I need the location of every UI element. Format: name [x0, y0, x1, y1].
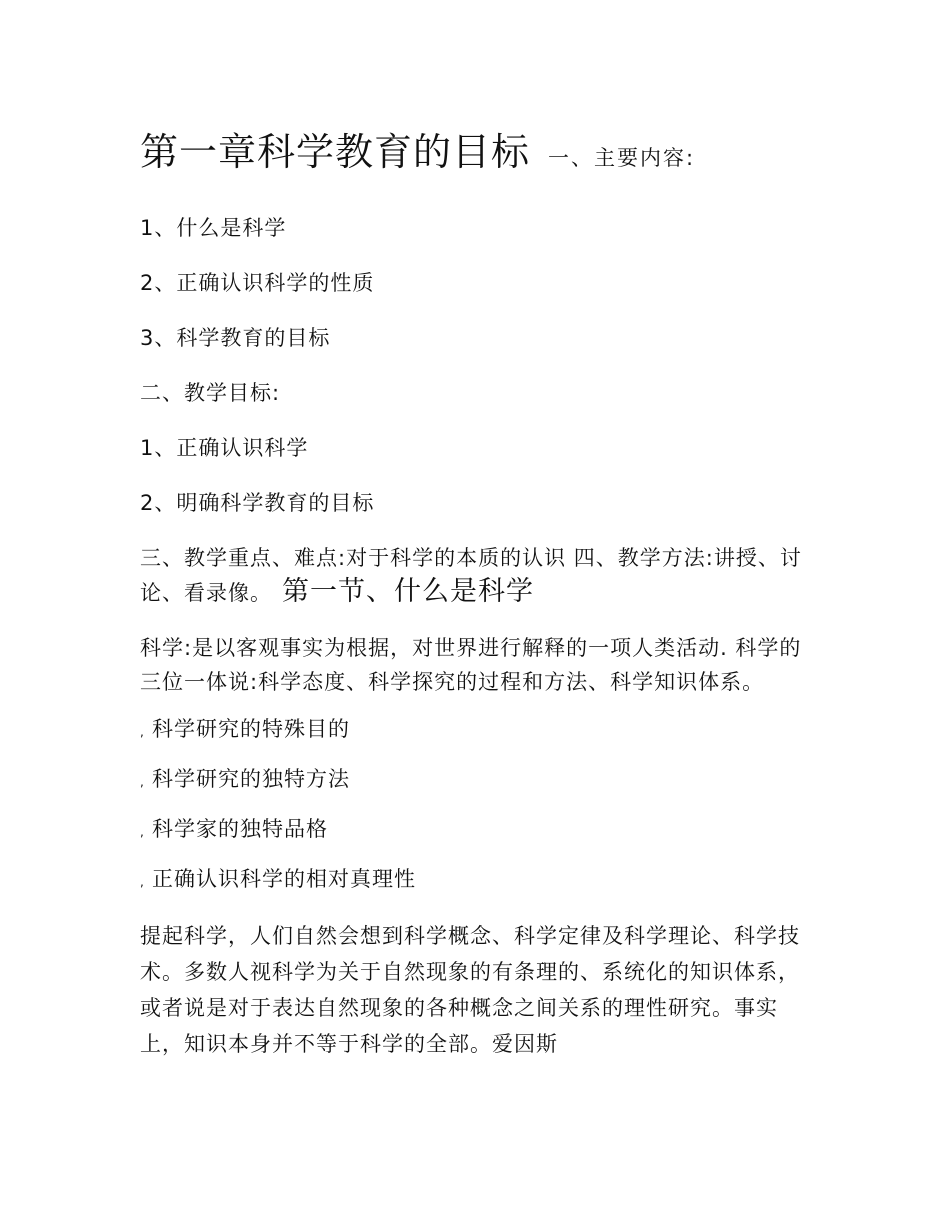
bullet-item-1 [140, 712, 820, 749]
bullet-text: 正确认识科学的相对真理性 [152, 867, 416, 891]
goal-item-2: 2、明确科学教育的目标 [140, 491, 375, 515]
content-item-2: 2、正确认识科学的性质 [140, 271, 375, 295]
body-paragraph: 提起科学，人们自然会想到科学概念、科学定律及科学理论、科学技术。多数人视科学为关于自然现象的有条理的、系统化的知识体系，或者说是对于表达自然现象的各种概念之间关系的理性研究。事实上，知识本身并不等于科学的全部。爱因斯 [140, 924, 800, 1056]
bullet-item-2 [140, 762, 820, 799]
teaching-goals-heading: 二、教学目标: [140, 381, 281, 405]
bullet-item-4 [140, 862, 820, 899]
title-line [140, 122, 820, 190]
chapter-title: 第一章科学教育的目标 [140, 130, 531, 174]
content-item-1: 1、什么是科学 [140, 216, 287, 240]
key-points-paragraph [140, 541, 820, 610]
bullet-list [140, 712, 820, 899]
bullet-mark: , [140, 875, 145, 889]
definition-paragraph: 科学:是以客观事实为根据，对世界进行解释的一项人类活动. 科学的三位一体说:科学态度、科学探究的过程和方法、科学知识体系。 [140, 636, 802, 694]
content-item-3: 3、科学教育的目标 [140, 326, 331, 350]
goal-item-1: 1、正确认识科学 [140, 436, 309, 460]
section-heading: 第一节、什么是科学 [282, 576, 534, 607]
bullet-mark: , [140, 775, 145, 789]
bullet-text: 科学研究的特殊目的 [152, 717, 350, 741]
main-contents-heading: 一、主要内容: [548, 146, 696, 170]
bullet-text: 科学家的独特品格 [152, 817, 328, 841]
key-points-text: 三、教学重点、难点:对于科学的本质的认识 四、教学方法:讲授、讨论、看录像。 [140, 546, 802, 605]
bullet-mark: , [140, 725, 145, 739]
document-content [140, 122, 820, 1062]
bullet-item-3 [140, 812, 820, 849]
bullet-text: 科学研究的独特方法 [152, 767, 350, 791]
bullet-mark: , [140, 825, 145, 839]
